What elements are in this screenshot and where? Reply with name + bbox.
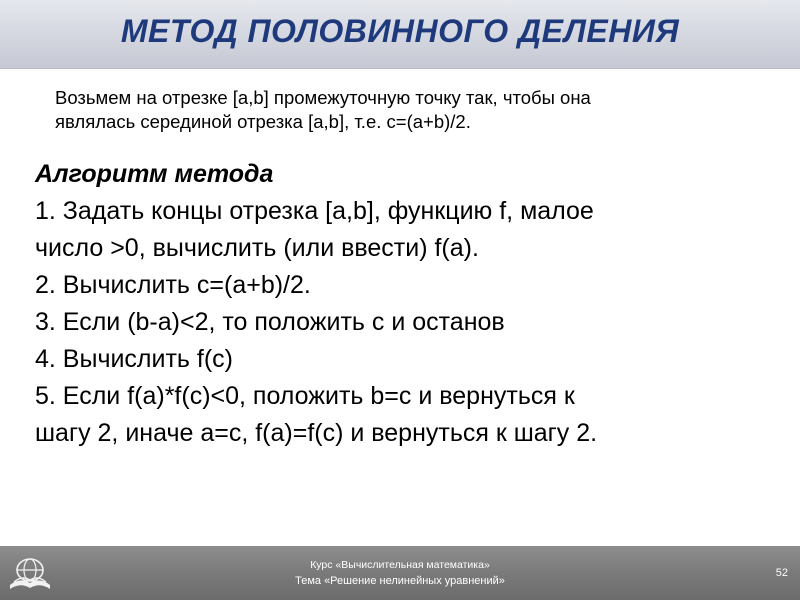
intro-line-1: Возьмем на отрезке [a,b] промежуточную точку так, чтобы она — [55, 87, 591, 108]
algorithm-line: 1. Задать концы отрезка [a,b], функцию f, малое — [35, 197, 594, 225]
algorithm-block — [35, 156, 775, 452]
algorithm-heading: Алгоритм метода — [35, 160, 274, 188]
algorithm-line: 2. Вычислить c=(a+b)/2. — [35, 271, 311, 299]
intro-line-2: являлась серединой отрезка [a,b], т.е. c=(a+b)/2. — [55, 111, 471, 132]
algorithm-line: 5. Если f(a)*f(c)<0, положить b=c и вернуться к — [35, 382, 575, 410]
footer-topic: Тема «Решение нелинейных уравнений» — [295, 575, 505, 587]
algorithm-line: число >0, вычислить (или ввести) f(a). — [35, 234, 479, 262]
title-bar — [0, 0, 800, 69]
algorithm-line: 4. Вычислить f(c) — [35, 345, 233, 373]
algorithm-line: шагу 2, иначе a=c, f(a)=f(c) и вернуться к шагу 2. — [35, 419, 598, 447]
algorithm-line: 3. Если (b-a)<2, то положить c и останов — [35, 308, 505, 336]
slide-title: МЕТОД ПОЛОВИННОГО ДЕЛЕНИЯ — [120, 13, 680, 49]
intro-paragraph — [55, 86, 775, 134]
footer-course: Курс «Вычислительная математика» — [310, 559, 490, 571]
footer-bar — [0, 546, 800, 600]
page-number: 52 — [775, 567, 788, 579]
